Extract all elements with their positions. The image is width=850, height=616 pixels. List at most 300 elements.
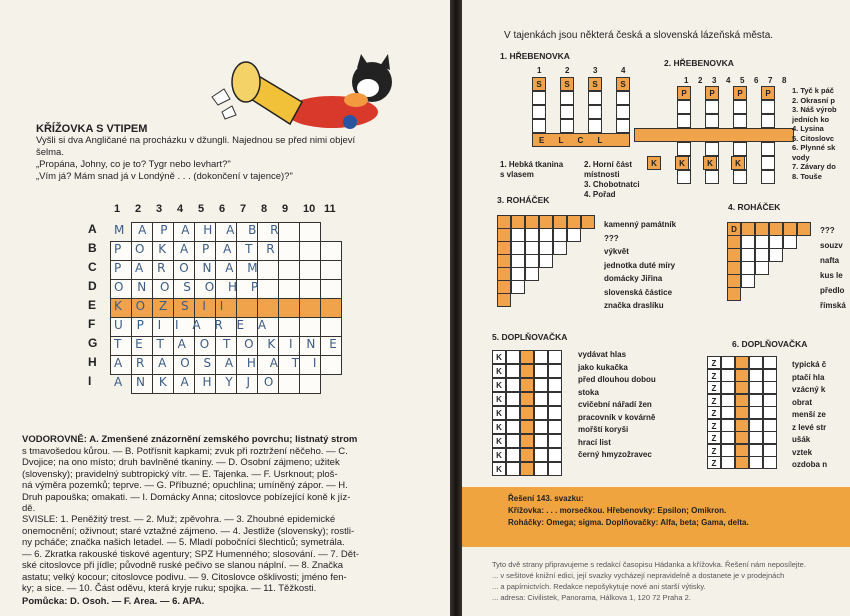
grid-cell bbox=[755, 248, 769, 262]
grid-cell bbox=[588, 105, 602, 119]
grid-cell bbox=[506, 392, 520, 406]
grid-cell bbox=[761, 100, 775, 114]
grid-cell bbox=[733, 142, 747, 156]
grid-cell bbox=[616, 91, 630, 105]
vodorovne-line: (slovensky); pravidelný subtropický vítr. — E. Tajenka. — F. Usrknout; ploš- bbox=[22, 468, 338, 480]
clue-text: vody bbox=[792, 152, 810, 162]
svisle-line: ny pcháče; značka našich letadel. — 5. Mladí pobočníci šlechticů; symetrála. bbox=[22, 537, 345, 548]
clue-text: menší ze bbox=[792, 410, 826, 419]
tajenka-row bbox=[634, 128, 794, 142]
grid-cell bbox=[755, 235, 769, 249]
letter-cell: Z bbox=[707, 369, 721, 382]
column-number: 1 bbox=[114, 203, 121, 215]
clue-text: kamenný památník bbox=[604, 220, 677, 229]
letter-cell: K bbox=[703, 156, 717, 170]
handwritten-row: U P I I A R E A bbox=[114, 318, 272, 332]
column-number: 6 bbox=[754, 76, 759, 85]
grid-cell bbox=[721, 431, 735, 444]
grid-cell bbox=[278, 260, 300, 280]
grid-cell bbox=[506, 434, 520, 448]
grid-cell bbox=[520, 406, 534, 420]
grid-cell bbox=[588, 119, 602, 133]
letter-cell: Z bbox=[707, 444, 721, 457]
footer-line: Tyto dvě strany připravujeme s redakcí časopisu Hádanka a křížovka. Řešení nám neposílejte. bbox=[492, 560, 806, 569]
row-letter: F bbox=[88, 317, 96, 331]
section-title: 3. ROHÁČEK bbox=[497, 195, 550, 205]
grid-cell bbox=[721, 356, 735, 369]
intro-line: šelma. bbox=[36, 147, 64, 158]
handwritten-row: A N K A H Y J O bbox=[114, 375, 279, 389]
grid-cell bbox=[553, 215, 567, 229]
clue-text: 4. Pořad bbox=[584, 190, 616, 199]
clue-text: výkvět bbox=[604, 247, 629, 256]
handwritten-row: P O K A P A T R bbox=[114, 242, 280, 256]
grid-cell bbox=[721, 456, 735, 469]
grid-cell bbox=[560, 105, 574, 119]
grid-cell bbox=[735, 381, 749, 394]
grid-cell bbox=[497, 293, 511, 307]
footer-line: ... a papírnictvích. Redakce nepošykytuje nové ani starší výtisky. bbox=[492, 582, 706, 591]
grid-cell bbox=[532, 91, 546, 105]
grid-cell bbox=[741, 274, 755, 288]
grid-cell bbox=[749, 381, 763, 394]
grid-cell bbox=[553, 241, 567, 255]
solution-line: Řešení 143. svazku: bbox=[508, 494, 584, 503]
vodorovne-line: VODOROVNĚ: A. Zmenšené znázornění zemského povrchu; listnatý strom bbox=[22, 434, 358, 445]
section-title: 2. HŘEBENOVKA bbox=[664, 58, 734, 68]
clue-text: 5. Citoslovc bbox=[792, 133, 835, 143]
letter-cell: P bbox=[677, 86, 691, 100]
row-letter: I bbox=[88, 374, 92, 388]
letter-cell: K bbox=[492, 462, 506, 476]
svisle-line: SVISLE: 1. Peněžitý trest. — 2. Muž; zpěvohra. — 3. Zhoubné epidemické bbox=[22, 514, 336, 525]
grid-cell bbox=[616, 119, 630, 133]
handwritten-row: M A P A H A B R bbox=[114, 223, 284, 237]
intro-line: Vyšli si dva Angličané na procházku v džungli. Najednou se před nimi objeví bbox=[36, 135, 356, 146]
grid-cell bbox=[520, 434, 534, 448]
grid-cell bbox=[534, 364, 548, 378]
letter-cell: K bbox=[492, 448, 506, 462]
grid-cell bbox=[497, 228, 511, 242]
grid-cell bbox=[525, 215, 539, 229]
letter-cell: K bbox=[492, 350, 506, 364]
clue-text: římská bbox=[820, 301, 846, 310]
letter-cell: P bbox=[705, 86, 719, 100]
letter-cell: S bbox=[616, 77, 630, 91]
grid-cell bbox=[511, 254, 525, 268]
grid-cell bbox=[539, 228, 553, 242]
letter-cell: S bbox=[532, 77, 546, 91]
grid-cell bbox=[749, 456, 763, 469]
letter-cell: K bbox=[492, 420, 506, 434]
clue-text: vydávat hlas bbox=[578, 350, 627, 359]
grid-cell bbox=[520, 392, 534, 406]
grid-cell bbox=[588, 91, 602, 105]
handwritten-row: A R A O S A H A T I bbox=[114, 356, 322, 370]
grid-cell bbox=[749, 394, 763, 407]
grid-cell bbox=[769, 235, 783, 249]
grid-cell bbox=[733, 100, 747, 114]
grid-cell bbox=[299, 222, 321, 242]
grid-cell bbox=[677, 142, 691, 156]
letter-cell: Z bbox=[707, 381, 721, 394]
grid-cell bbox=[721, 419, 735, 432]
clue-text: 7. Závary do bbox=[792, 162, 836, 171]
letter-cell: K bbox=[675, 156, 689, 170]
clue-text: pracovník v kovárně bbox=[578, 412, 656, 422]
clue-text: před dlouhou dobou bbox=[578, 375, 656, 384]
grid-cell bbox=[497, 280, 511, 294]
grid-cell bbox=[727, 274, 741, 288]
grid-cell bbox=[520, 420, 534, 434]
clue-text: 3. Chobotnatci bbox=[584, 180, 640, 189]
vodorovne-line: dě. bbox=[22, 503, 36, 514]
handwritten-row: O N O S O H P bbox=[114, 280, 264, 294]
page-header: V tajenkách jsou některá česká a slovenská lázeňská města. bbox=[504, 30, 774, 41]
grid-cell bbox=[548, 420, 562, 434]
grid-cell bbox=[548, 364, 562, 378]
clue-text: ??? bbox=[820, 226, 835, 235]
clue-text: 6. Plynné sk bbox=[792, 143, 836, 152]
clue-text: místnosti bbox=[584, 170, 620, 179]
letter-cell: S bbox=[560, 77, 574, 91]
row-letter: C bbox=[88, 260, 97, 274]
grid-cell bbox=[539, 241, 553, 255]
footer-line: ... v sešitové knižní edici, její svazky vycházejí nepravidelně a dostanete je v prodejnách bbox=[492, 571, 785, 580]
letter-cell: P bbox=[733, 86, 747, 100]
grid-cell bbox=[525, 254, 539, 268]
grid-cell bbox=[763, 394, 777, 407]
vodorovne-line: Druh papouška; omakati. — I. Domácky Anna; citoslovce pobízející koně k jíz- bbox=[22, 491, 351, 503]
grid-cell bbox=[320, 279, 342, 299]
grid-cell bbox=[735, 369, 749, 382]
clue-text: vzácný k bbox=[792, 385, 826, 394]
column-number: 11 bbox=[324, 203, 336, 215]
grid-cell bbox=[525, 241, 539, 255]
grid-cell bbox=[548, 350, 562, 364]
svisle-line: — 6. Zkratka rakouské tiskové agentury; SPZ Humenného; slosování. — 7. Dět- bbox=[22, 548, 359, 560]
column-number: 1 bbox=[537, 66, 542, 75]
vodorovne-line: s tmavošedou kůrou. — B. Potřísnit kapkami; zvuk při roztržení něčeho. — C. bbox=[22, 445, 348, 457]
clue-text: 2. Horní část bbox=[584, 160, 633, 169]
clue-text: předlo bbox=[820, 286, 845, 295]
grid-cell bbox=[761, 114, 775, 128]
grid-cell bbox=[755, 222, 769, 236]
grid-cell bbox=[763, 381, 777, 394]
grid-cell bbox=[497, 215, 511, 229]
grid-cell bbox=[520, 364, 534, 378]
grid-cell bbox=[721, 406, 735, 419]
solution-line: Křížovka: . . . morsečkou. Hřebenovky: Epsilon; Omikron. bbox=[508, 506, 727, 515]
grid-cell bbox=[278, 279, 300, 299]
grid-cell bbox=[705, 142, 719, 156]
letter-cell: K bbox=[492, 406, 506, 420]
grid-cell bbox=[548, 434, 562, 448]
grid-cell: D bbox=[727, 222, 741, 236]
clue-text: vztek bbox=[792, 447, 813, 457]
grid-cell bbox=[299, 298, 321, 318]
grid-cell bbox=[741, 235, 755, 249]
grid-cell bbox=[553, 228, 567, 242]
book-gutter bbox=[450, 0, 462, 616]
grid-cell bbox=[705, 114, 719, 128]
letter-cell: K bbox=[731, 156, 745, 170]
grid-cell bbox=[534, 350, 548, 364]
grid-cell bbox=[539, 254, 553, 268]
grid-cell bbox=[769, 222, 783, 236]
clue-text: cvičební nářadí žen bbox=[578, 400, 652, 409]
column-number: 4 bbox=[726, 76, 731, 85]
grid-cell bbox=[783, 222, 797, 236]
grid-cell bbox=[761, 142, 775, 156]
grid-cell bbox=[534, 462, 548, 476]
column-number: 2 bbox=[565, 66, 570, 75]
row-letter: B bbox=[88, 241, 97, 255]
section-title: 4. ROHÁČEK bbox=[728, 202, 781, 212]
grid-cell bbox=[677, 100, 691, 114]
letter-cell: Z bbox=[707, 356, 721, 369]
letter-cell: K bbox=[492, 364, 506, 378]
grid-cell bbox=[548, 392, 562, 406]
grid-cell bbox=[735, 431, 749, 444]
column-number: 5 bbox=[740, 76, 745, 85]
grid-cell bbox=[520, 448, 534, 462]
letter-cell: K bbox=[647, 156, 661, 170]
clue-text: kus le bbox=[820, 271, 843, 280]
letter-cell: K bbox=[492, 434, 506, 448]
grid-cell bbox=[525, 228, 539, 242]
grid-cell bbox=[721, 381, 735, 394]
grid-cell bbox=[560, 119, 574, 133]
grid-cell bbox=[299, 241, 321, 261]
section-title: 1. HŘEBENOVKA bbox=[500, 51, 570, 61]
grid-cell bbox=[497, 241, 511, 255]
puzzle-title: KŘÍŽOVKA S VTIPEM bbox=[36, 123, 148, 135]
svisle-line: ské citoslovce při jídle; původně ruské pečivo se slanou náplní. — 8. Značka bbox=[22, 560, 344, 571]
clue-text: slovenská částice bbox=[604, 287, 673, 297]
grid-cell bbox=[511, 280, 525, 294]
svisle-line: ky; a sice. — 10. Část oděvu, která kryje ruku; spojka. — 11. Těžkosti. bbox=[22, 583, 317, 594]
grid-cell bbox=[506, 420, 520, 434]
grid-cell bbox=[506, 448, 520, 462]
grid-cell bbox=[278, 298, 300, 318]
clue-text: z levé str bbox=[792, 422, 827, 432]
column-number: 6 bbox=[219, 203, 226, 215]
clue-text: ušák bbox=[792, 435, 811, 444]
grid-cell bbox=[735, 456, 749, 469]
grid-cell bbox=[548, 462, 562, 476]
intro-line: „Propána, Johny, co je to? Tygr nebo levhart?" bbox=[36, 159, 231, 170]
grid-cell bbox=[534, 406, 548, 420]
letter-cell: S bbox=[588, 77, 602, 91]
grid-cell bbox=[677, 114, 691, 128]
column-number: 2 bbox=[698, 76, 703, 85]
clue-text: jako kukačka bbox=[578, 362, 628, 372]
grid-cell bbox=[278, 241, 300, 261]
row-letter: H bbox=[88, 355, 97, 369]
grid-cell bbox=[705, 170, 719, 184]
grid-cell bbox=[761, 156, 775, 170]
grid-cell bbox=[733, 114, 747, 128]
grid-cell bbox=[727, 235, 741, 249]
column-number: 7 bbox=[240, 203, 247, 215]
svisle-line: onemocnění; oživnout; staré vztažné zájmeno. — 4. Jestliže (slovensky); rostli- bbox=[22, 525, 355, 537]
clue-text: ptačí hla bbox=[792, 372, 825, 382]
grid-cell bbox=[532, 119, 546, 133]
grid-cell bbox=[299, 279, 321, 299]
grid-cell bbox=[735, 444, 749, 457]
column-number: 10 bbox=[303, 203, 316, 215]
grid-cell bbox=[520, 350, 534, 364]
grid-cell bbox=[749, 356, 763, 369]
grid-cell bbox=[749, 444, 763, 457]
column-number: 1 bbox=[684, 76, 689, 85]
grid-cell bbox=[539, 215, 553, 229]
clue-text: 4. Lysina bbox=[792, 124, 824, 133]
handwritten-row: P A R O N A M bbox=[114, 261, 263, 275]
right-page bbox=[462, 0, 850, 616]
letter-cell: Z bbox=[707, 431, 721, 444]
grid-cell bbox=[497, 267, 511, 281]
grid-cell bbox=[677, 170, 691, 184]
clue-text: černý hmyzožravec bbox=[578, 450, 652, 459]
cat-illustration bbox=[192, 52, 404, 140]
column-number: 9 bbox=[282, 203, 289, 215]
grid-cell bbox=[721, 394, 735, 407]
grid-cell bbox=[735, 356, 749, 369]
column-number: 3 bbox=[712, 76, 717, 85]
grid-cell bbox=[320, 241, 342, 261]
grid-cell bbox=[763, 356, 777, 369]
clue-text: 1. Hebká tkanina bbox=[500, 160, 564, 169]
grid-cell bbox=[497, 254, 511, 268]
grid-cell bbox=[721, 369, 735, 382]
grid-cell bbox=[511, 228, 525, 242]
column-number: 8 bbox=[782, 76, 787, 85]
handwritten-row: K O Z S I I bbox=[114, 299, 229, 313]
grid-cell bbox=[735, 419, 749, 432]
row-letter: E bbox=[88, 298, 97, 312]
clue-text: nafta bbox=[820, 256, 840, 265]
grid-cell bbox=[763, 456, 777, 469]
grid-cell bbox=[761, 170, 775, 184]
footer-line: ... adresa: Civilistek, Panorama, Hálkova 1, 120 72 Praha 2. bbox=[492, 593, 691, 602]
grid-cell bbox=[741, 248, 755, 262]
letter-cell: Z bbox=[707, 419, 721, 432]
grid-cell bbox=[520, 378, 534, 392]
clue-text: stoka bbox=[578, 387, 599, 397]
tajenka-row: E L C L bbox=[532, 133, 630, 147]
grid-cell bbox=[506, 364, 520, 378]
grid-cell bbox=[727, 261, 741, 275]
vodorovne-line: ná výměra pozemků; teprve. — G. Příbuzné; opuchlina; umíněný zápor. — H. bbox=[22, 480, 348, 491]
grid-cell bbox=[534, 434, 548, 448]
clue-text: 2. Okrasní p bbox=[792, 95, 835, 105]
grid-cell bbox=[797, 222, 811, 236]
intro-line: „Vím já? Mám snad já v Londýně . . . (dokončení v tajence)?" bbox=[36, 171, 293, 182]
column-number: 2 bbox=[135, 203, 142, 215]
letter-cell: Z bbox=[707, 394, 721, 407]
grid-cell bbox=[320, 260, 342, 280]
grid-cell bbox=[320, 317, 342, 337]
grid-cell bbox=[735, 394, 749, 407]
grid-cell bbox=[581, 215, 595, 229]
row-letter: G bbox=[88, 336, 98, 350]
grid-cell bbox=[741, 261, 755, 275]
column-number: 4 bbox=[621, 66, 626, 75]
clue-text: 3. Náš výrob bbox=[792, 105, 837, 114]
pomucka: Pomůcka: D. Osoh. — F. Area. — 6. APA. bbox=[22, 596, 205, 607]
letter-cell: Z bbox=[707, 406, 721, 419]
grid-cell bbox=[721, 444, 735, 457]
clue-text: mořští koryši bbox=[578, 425, 629, 434]
grid-cell bbox=[749, 406, 763, 419]
grid-cell bbox=[548, 378, 562, 392]
grid-cell bbox=[727, 287, 741, 301]
grid-cell bbox=[534, 378, 548, 392]
grid-cell bbox=[763, 406, 777, 419]
grid-cell bbox=[278, 317, 300, 337]
grid-cell bbox=[534, 392, 548, 406]
grid-cell bbox=[534, 448, 548, 462]
grid-cell bbox=[548, 448, 562, 462]
clue-text: 1. Tyč k páč bbox=[792, 86, 834, 95]
clue-text: obrat bbox=[792, 397, 812, 407]
svisle-line: astatu; velký kocour; citoslovce podivu. — 9. Citoslovce ošklivosti; jméno fen- bbox=[22, 571, 347, 583]
row-letter: A bbox=[88, 222, 97, 236]
grid-cell bbox=[320, 355, 342, 375]
column-number: 4 bbox=[177, 203, 184, 215]
clue-text: značka draslíku bbox=[604, 301, 664, 310]
grid-cell bbox=[763, 444, 777, 457]
grid-cell bbox=[769, 248, 783, 262]
column-number: 7 bbox=[768, 76, 773, 85]
clue-text: jednotka duté míry bbox=[604, 260, 676, 270]
grid-cell bbox=[506, 462, 520, 476]
column-number: 3 bbox=[156, 203, 163, 215]
grid-cell bbox=[520, 462, 534, 476]
grid-cell bbox=[299, 260, 321, 280]
grid-cell bbox=[299, 374, 321, 394]
grid-cell bbox=[534, 420, 548, 434]
grid-cell bbox=[741, 222, 755, 236]
column-number: 8 bbox=[261, 203, 268, 215]
grid-cell bbox=[506, 350, 520, 364]
grid-cell bbox=[755, 261, 769, 275]
column-number: 5 bbox=[198, 203, 205, 215]
clue-text: s vlasem bbox=[500, 170, 534, 179]
grid-cell bbox=[783, 235, 797, 249]
grid-cell bbox=[506, 378, 520, 392]
section-title: 6. DOPLŇOVAČKA bbox=[732, 339, 808, 349]
section-title: 5. DOPLŇOVAČKA bbox=[492, 332, 568, 342]
row-letter: D bbox=[88, 279, 97, 293]
clue-text: ??? bbox=[604, 233, 619, 243]
grid-cell bbox=[299, 317, 321, 337]
grid-cell bbox=[511, 215, 525, 229]
grid-cell bbox=[560, 91, 574, 105]
grid-cell bbox=[236, 298, 258, 318]
letter-cell: K bbox=[492, 392, 506, 406]
clue-text: jedních ko bbox=[792, 114, 830, 124]
vodorovne-line: Dvojice; na ono místo; druh bavlněné tkaniny. — D. Osobní zájmeno; užitek bbox=[22, 457, 340, 468]
solution-line: Roháčky: Omega; sigma. Doplňovačky: Alfa, beta; Gama, delta. bbox=[508, 518, 749, 527]
letter-cell: K bbox=[492, 378, 506, 392]
grid-cell bbox=[548, 406, 562, 420]
grid-cell bbox=[749, 431, 763, 444]
grid-cell bbox=[320, 298, 342, 318]
clue-text: 8. Touše bbox=[792, 171, 822, 181]
